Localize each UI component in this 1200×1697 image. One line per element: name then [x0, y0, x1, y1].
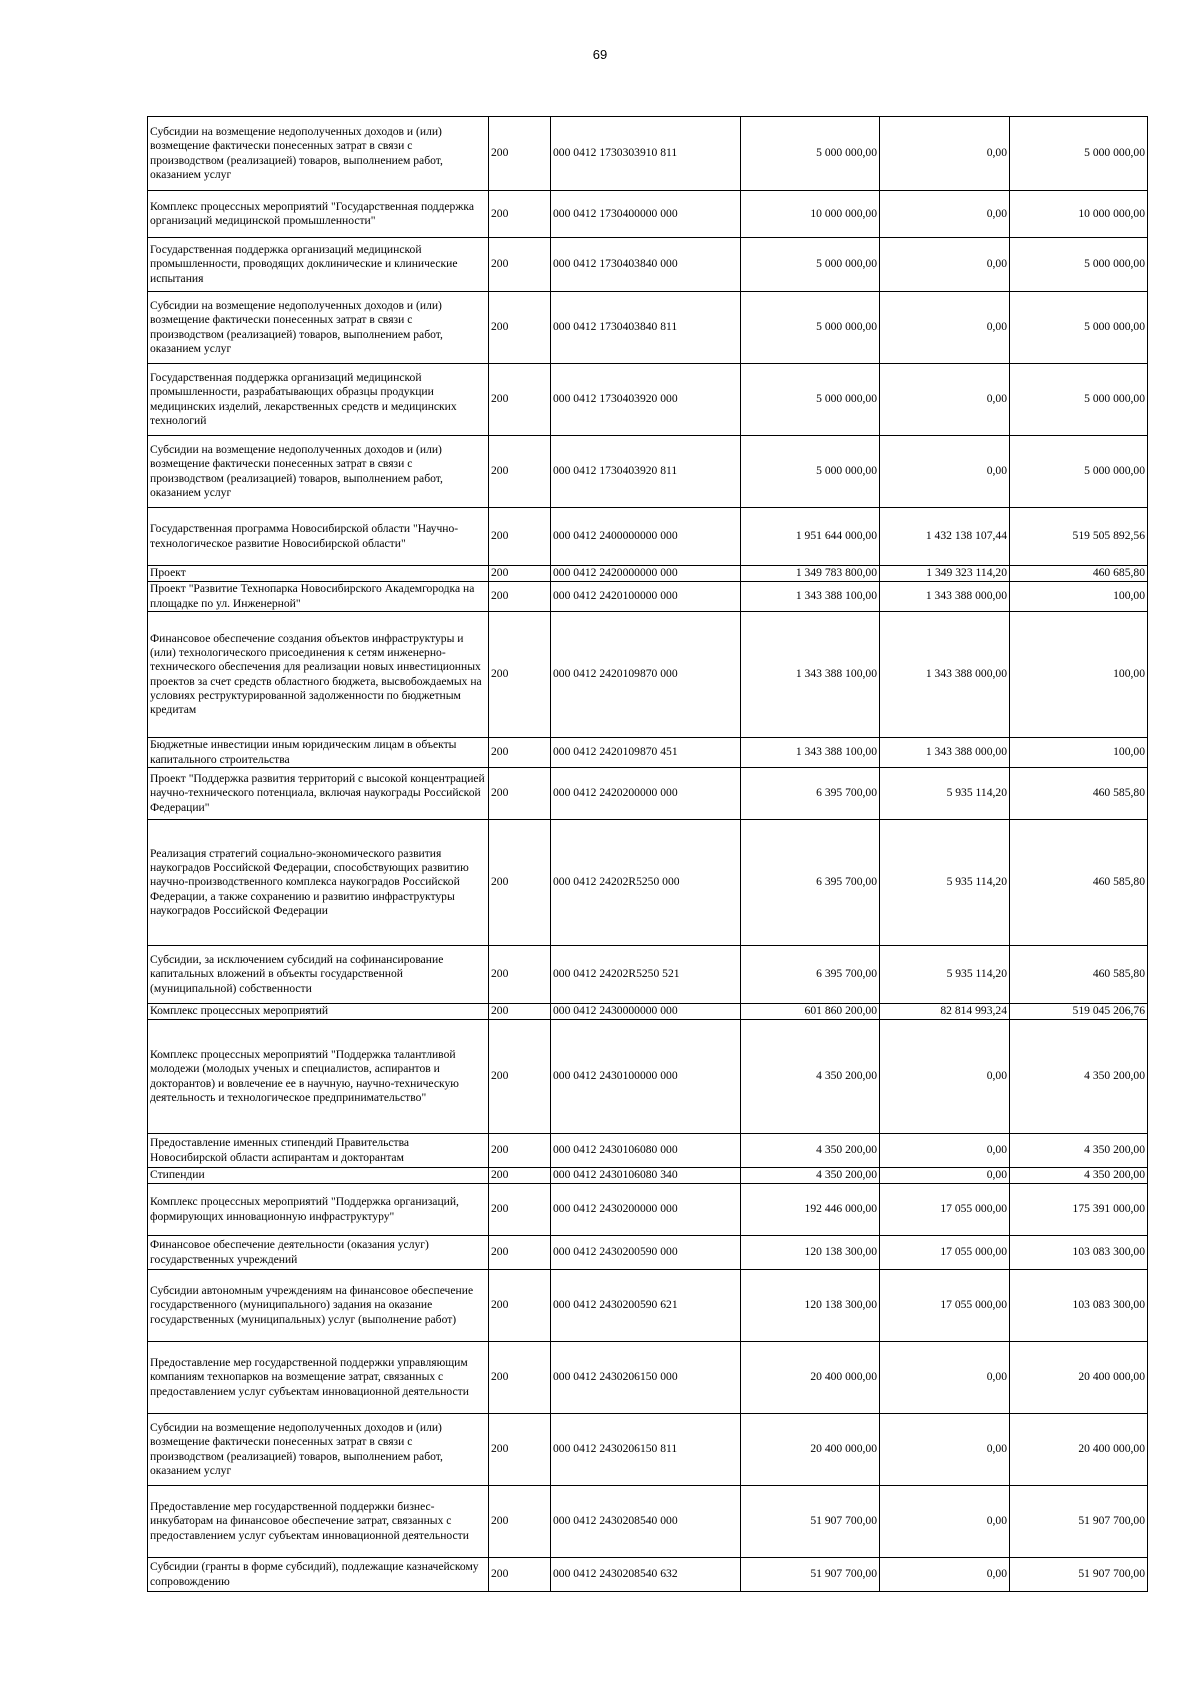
table-row [148, 1414, 1148, 1486]
approved-plan-cell: 1 343 388 100,00 [741, 582, 880, 612]
row-name-cell: Финансовое обеспечение создания объектов инфраструктуры и (или) технологического присоединения к сетям инженерно-технического обеспечения для реализации новых инвестиционных проектов за счет средств областного бюджета, высвобождаемых на условиях реструктурированной задолженности по бюджетным кредитам [148, 612, 489, 738]
executed-cell: 1 343 388 000,00 [880, 582, 1010, 612]
admin-code-cell: 200 [489, 768, 551, 820]
remainder-cell: 460 685,80 [1010, 566, 1148, 582]
row-name-cell: Комплекс процессных мероприятий [148, 1004, 489, 1020]
remainder-cell: 51 907 700,00 [1010, 1486, 1148, 1558]
executed-cell: 0,00 [880, 191, 1010, 238]
table-row [148, 191, 1148, 238]
row-name-cell: Реализация стратегий социально-экономического развития наукоградов Российской Федерации, способствующих развитию научно-производственного комплекса наукоградов Российской Федерации, а также сохранению и развитию инфраструктуры наукоградов Российской Федерации [148, 820, 489, 946]
admin-code-cell: 200 [489, 292, 551, 364]
table-row [148, 1342, 1148, 1414]
executed-cell: 17 055 000,00 [880, 1236, 1010, 1270]
admin-code-cell: 200 [489, 1236, 551, 1270]
approved-plan-cell: 51 907 700,00 [741, 1558, 880, 1592]
executed-cell: 0,00 [880, 117, 1010, 191]
admin-code-cell: 200 [489, 946, 551, 1004]
executed-cell: 5 935 114,20 [880, 820, 1010, 946]
executed-cell: 0,00 [880, 436, 1010, 508]
approved-plan-cell: 5 000 000,00 [741, 117, 880, 191]
table-row [148, 508, 1148, 566]
admin-code-cell: 200 [489, 436, 551, 508]
remainder-cell: 460 585,80 [1010, 768, 1148, 820]
approved-plan-cell: 192 446 000,00 [741, 1184, 880, 1236]
remainder-cell: 51 907 700,00 [1010, 1558, 1148, 1592]
budget-code-cell: 000 0412 2430208540 632 [551, 1558, 741, 1592]
remainder-cell: 20 400 000,00 [1010, 1414, 1148, 1486]
approved-plan-cell: 4 350 200,00 [741, 1020, 880, 1134]
admin-code-cell: 200 [489, 1558, 551, 1592]
row-name-cell: Субсидии автономным учреждениям на финансовое обеспечение государственного (муниципального) задания на оказание государственных (муниципальных) услуг (выполнение работ) [148, 1270, 489, 1342]
admin-code-cell: 200 [489, 1270, 551, 1342]
executed-cell: 1 343 388 000,00 [880, 738, 1010, 768]
row-name-cell: Проект "Развитие Технопарка Новосибирского Академгородка на площадке по ул. Инженерной" [148, 582, 489, 612]
table-row [148, 1168, 1148, 1184]
executed-cell: 17 055 000,00 [880, 1270, 1010, 1342]
table-row [148, 566, 1148, 582]
approved-plan-cell: 120 138 300,00 [741, 1270, 880, 1342]
row-name-cell: Комплекс процессных мероприятий "Поддержка организаций, формирующих инновационную инфраструктуру" [148, 1184, 489, 1236]
remainder-cell: 20 400 000,00 [1010, 1342, 1148, 1414]
admin-code-cell: 200 [489, 191, 551, 238]
executed-cell: 1 343 388 000,00 [880, 612, 1010, 738]
approved-plan-cell: 5 000 000,00 [741, 364, 880, 436]
remainder-cell: 4 350 200,00 [1010, 1020, 1148, 1134]
budget-code-cell: 000 0412 2430206150 811 [551, 1414, 741, 1486]
admin-code-cell: 200 [489, 117, 551, 191]
row-name-cell: Стипендии [148, 1168, 489, 1184]
remainder-cell: 100,00 [1010, 612, 1148, 738]
approved-plan-cell: 6 395 700,00 [741, 820, 880, 946]
table-row [148, 1184, 1148, 1236]
approved-plan-cell: 6 395 700,00 [741, 946, 880, 1004]
budget-code-cell: 000 0412 2420109870 000 [551, 612, 741, 738]
remainder-cell: 5 000 000,00 [1010, 364, 1148, 436]
remainder-cell: 460 585,80 [1010, 946, 1148, 1004]
row-name-cell: Финансовое обеспечение деятельности (оказания услуг) государственных учреждений [148, 1236, 489, 1270]
row-name-cell: Бюджетные инвестиции иным юридическим лицам в объекты капитального строительства [148, 738, 489, 768]
executed-cell: 5 935 114,20 [880, 768, 1010, 820]
row-name-cell: Проект [148, 566, 489, 582]
executed-cell: 1 432 138 107,44 [880, 508, 1010, 566]
row-name-cell: Субсидии (гранты в форме субсидий), подлежащие казначейскому сопровождению [148, 1558, 489, 1592]
row-name-cell: Субсидии на возмещение недополученных доходов и (или) возмещение фактически понесенных затрат в связи с производством (реализацией) товаров, выполнением работ, оказанием услуг [148, 1414, 489, 1486]
remainder-cell: 4 350 200,00 [1010, 1168, 1148, 1184]
budget-code-cell: 000 0412 1730403840 000 [551, 238, 741, 292]
approved-plan-cell: 1 349 783 800,00 [741, 566, 880, 582]
row-name-cell: Субсидии, за исключением субсидий на софинансирование капитальных вложений в объекты государственной (муниципальной) собственности [148, 946, 489, 1004]
executed-cell: 0,00 [880, 1168, 1010, 1184]
budget-code-cell: 000 0412 1730403840 811 [551, 292, 741, 364]
table-row [148, 612, 1148, 738]
budget-code-cell: 000 0412 2430208540 000 [551, 1486, 741, 1558]
table-row [148, 820, 1148, 946]
budget-code-cell: 000 0412 1730403920 000 [551, 364, 741, 436]
executed-cell: 0,00 [880, 1414, 1010, 1486]
row-name-cell: Комплекс процессных мероприятий "Поддержка талантливой молодежи (молодых ученых и специалистов, аспирантов и докторантов) и вовлечение ее в научную, научно-техническую деятельность и технологическое предпринимательство" [148, 1020, 489, 1134]
remainder-cell: 10 000 000,00 [1010, 191, 1148, 238]
admin-code-cell: 200 [489, 1184, 551, 1236]
admin-code-cell: 200 [489, 508, 551, 566]
executed-cell: 5 935 114,20 [880, 946, 1010, 1004]
approved-plan-cell: 601 860 200,00 [741, 1004, 880, 1020]
row-name-cell: Предоставление мер государственной поддержки бизнес-инкубаторам на финансовое обеспечение затрат, связанных с предоставлением услуг субъектам инновационной деятельности [148, 1486, 489, 1558]
approved-plan-cell: 51 907 700,00 [741, 1486, 880, 1558]
admin-code-cell: 200 [489, 738, 551, 768]
row-name-cell: Проект "Поддержка развития территорий с высокой концентрацией научно-технического потенциала, включая наукограды Российской Федерации" [148, 768, 489, 820]
remainder-cell: 519 045 206,76 [1010, 1004, 1148, 1020]
budget-code-cell: 000 0412 2430200000 000 [551, 1184, 741, 1236]
approved-plan-cell: 6 395 700,00 [741, 768, 880, 820]
table-row [148, 1236, 1148, 1270]
table-row [148, 738, 1148, 768]
executed-cell: 1 349 323 114,20 [880, 566, 1010, 582]
table-row [148, 1270, 1148, 1342]
remainder-cell: 100,00 [1010, 582, 1148, 612]
row-name-cell: Субсидии на возмещение недополученных доходов и (или) возмещение фактически понесенных затрат в связи с производством (реализацией) товаров, выполнением работ, оказанием услуг [148, 436, 489, 508]
admin-code-cell: 200 [489, 566, 551, 582]
admin-code-cell: 200 [489, 1342, 551, 1414]
budget-code-cell: 000 0412 2430106080 340 [551, 1168, 741, 1184]
executed-cell: 0,00 [880, 1134, 1010, 1168]
budget-code-cell: 000 0412 2430000000 000 [551, 1004, 741, 1020]
approved-plan-cell: 20 400 000,00 [741, 1414, 880, 1486]
row-name-cell: Предоставление мер государственной поддержки управляющим компаниям технопарков на возмещение затрат, связанных с предоставлением услуг субъектам инновационной деятельности [148, 1342, 489, 1414]
admin-code-cell: 200 [489, 582, 551, 612]
admin-code-cell: 200 [489, 1486, 551, 1558]
admin-code-cell: 200 [489, 1134, 551, 1168]
budget-code-cell: 000 0412 2430200590 000 [551, 1236, 741, 1270]
remainder-cell: 175 391 000,00 [1010, 1184, 1148, 1236]
remainder-cell: 103 083 300,00 [1010, 1270, 1148, 1342]
table-row [148, 1134, 1148, 1168]
remainder-cell: 519 505 892,56 [1010, 508, 1148, 566]
budget-code-cell: 000 0412 2420109870 451 [551, 738, 741, 768]
executed-cell: 0,00 [880, 1342, 1010, 1414]
executed-cell: 0,00 [880, 1020, 1010, 1134]
admin-code-cell: 200 [489, 820, 551, 946]
table-row [148, 1020, 1148, 1134]
row-name-cell: Предоставление именных стипендий Правительства Новосибирской области аспирантам и докторантам [148, 1134, 489, 1168]
budget-code-cell: 000 0412 1730403920 811 [551, 436, 741, 508]
executed-cell: 0,00 [880, 364, 1010, 436]
table-row [148, 117, 1148, 191]
table-row [148, 238, 1148, 292]
table-row [148, 768, 1148, 820]
budget-code-cell: 000 0412 2430100000 000 [551, 1020, 741, 1134]
row-name-cell: Комплекс процессных мероприятий "Государственная поддержка организаций медицинской промышленности" [148, 191, 489, 238]
budget-execution-table [147, 116, 1148, 1592]
admin-code-cell: 200 [489, 1168, 551, 1184]
table-row [148, 946, 1148, 1004]
approved-plan-cell: 5 000 000,00 [741, 292, 880, 364]
admin-code-cell: 200 [489, 1414, 551, 1486]
row-name-cell: Субсидии на возмещение недополученных доходов и (или) возмещение фактически понесенных затрат в связи с производством (реализацией) товаров, выполнением работ, оказанием услуг [148, 292, 489, 364]
remainder-cell: 4 350 200,00 [1010, 1134, 1148, 1168]
executed-cell: 0,00 [880, 1558, 1010, 1592]
executed-cell: 0,00 [880, 1486, 1010, 1558]
budget-code-cell: 000 0412 2420200000 000 [551, 768, 741, 820]
table-row [148, 436, 1148, 508]
remainder-cell: 5 000 000,00 [1010, 117, 1148, 191]
table-row [148, 582, 1148, 612]
table-row [148, 364, 1148, 436]
row-name-cell: Субсидии на возмещение недополученных доходов и (или) возмещение фактически понесенных затрат в связи с производством (реализацией) товаров, выполнением работ, оказанием услуг [148, 117, 489, 191]
executed-cell: 0,00 [880, 238, 1010, 292]
budget-code-cell: 000 0412 2420100000 000 [551, 582, 741, 612]
budget-code-cell: 000 0412 2420000000 000 [551, 566, 741, 582]
table-row [148, 1004, 1148, 1020]
budget-code-cell: 000 0412 2430106080 000 [551, 1134, 741, 1168]
row-name-cell: Государственная поддержка организаций медицинской промышленности, проводящих доклинические и клинические испытания [148, 238, 489, 292]
executed-cell: 0,00 [880, 292, 1010, 364]
remainder-cell: 5 000 000,00 [1010, 292, 1148, 364]
executed-cell: 82 814 993,24 [880, 1004, 1010, 1020]
page-number: 69 [592, 47, 608, 62]
row-name-cell: Государственная поддержка организаций медицинской промышленности, разрабатывающих образцы продукции медицинских изделий, лекарственных средств и медицинских технологий [148, 364, 489, 436]
table-row [148, 1486, 1148, 1558]
budget-code-cell: 000 0412 24202R5250 521 [551, 946, 741, 1004]
budget-code-cell: 000 0412 2430206150 000 [551, 1342, 741, 1414]
remainder-cell: 5 000 000,00 [1010, 238, 1148, 292]
approved-plan-cell: 1 951 644 000,00 [741, 508, 880, 566]
budget-code-cell: 000 0412 24202R5250 000 [551, 820, 741, 946]
row-name-cell: Государственная программа Новосибирской области "Научно-технологическое развитие Новосибирской области" [148, 508, 489, 566]
budget-code-cell: 000 0412 1730303910 811 [551, 117, 741, 191]
approved-plan-cell: 120 138 300,00 [741, 1236, 880, 1270]
approved-plan-cell: 5 000 000,00 [741, 436, 880, 508]
admin-code-cell: 200 [489, 1004, 551, 1020]
admin-code-cell: 200 [489, 1020, 551, 1134]
executed-cell: 17 055 000,00 [880, 1184, 1010, 1236]
table-row [148, 292, 1148, 364]
remainder-cell: 100,00 [1010, 738, 1148, 768]
admin-code-cell: 200 [489, 238, 551, 292]
admin-code-cell: 200 [489, 364, 551, 436]
approved-plan-cell: 1 343 388 100,00 [741, 612, 880, 738]
remainder-cell: 460 585,80 [1010, 820, 1148, 946]
remainder-cell: 5 000 000,00 [1010, 436, 1148, 508]
approved-plan-cell: 5 000 000,00 [741, 238, 880, 292]
approved-plan-cell: 4 350 200,00 [741, 1134, 880, 1168]
approved-plan-cell: 20 400 000,00 [741, 1342, 880, 1414]
approved-plan-cell: 1 343 388 100,00 [741, 738, 880, 768]
budget-code-cell: 000 0412 1730400000 000 [551, 191, 741, 238]
approved-plan-cell: 10 000 000,00 [741, 191, 880, 238]
budget-code-cell: 000 0412 2430200590 621 [551, 1270, 741, 1342]
remainder-cell: 103 083 300,00 [1010, 1236, 1148, 1270]
approved-plan-cell: 4 350 200,00 [741, 1168, 880, 1184]
admin-code-cell: 200 [489, 612, 551, 738]
budget-code-cell: 000 0412 2400000000 000 [551, 508, 741, 566]
table-body [148, 117, 1148, 1592]
table-row [148, 1558, 1148, 1592]
